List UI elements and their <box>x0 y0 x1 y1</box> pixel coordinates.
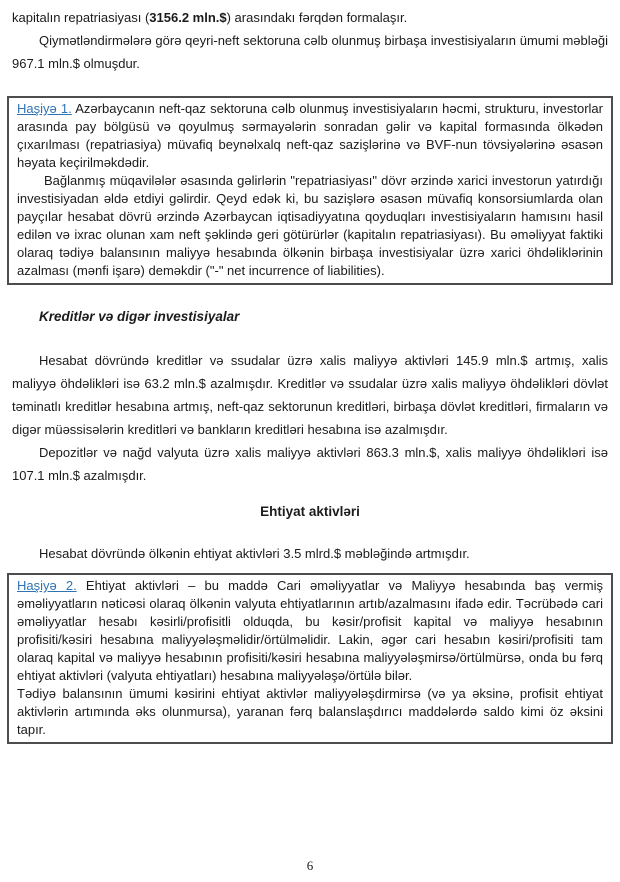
credits-paragraph-2: Depozitlər və nağd valyuta üzrə xalis maliyyə aktivləri 863.3 mln.$, xalis maliyyə öhdəlikləri isə 107.1 mln.$ azalmışdır. <box>12 445 608 483</box>
note2-paragraph-1 <box>17 577 603 685</box>
note-box-1 <box>7 96 613 285</box>
intro-paragraph-continuation <box>12 6 608 29</box>
bold-amount: 3156.2 mln.$ <box>149 10 227 25</box>
reserves-paragraph: Hesabat dövründə ölkənin ehtiyat aktivləri 3.5 mlrd.$ məbləğində artmışdır. <box>39 546 470 561</box>
hashiye-2-link[interactable]: Haşiyə 2. <box>17 578 77 593</box>
note-box-2 <box>7 573 613 744</box>
heading-reserve-assets: Ehtiyat aktivləri <box>260 504 360 519</box>
note1-paragraph-2: Bağlanmış müqavilələr əsasında gəlirlərin "repatriasiyası" dövr ərzində xarici investorun yatırdığı investisiyadan əldə etdiyi gəlirdir. Qeyd edək ki, bu sazişlərə əsasən müvafiq konsorsiumlarda olan payçılar hesabat dövrü ərzində Azərbaycan iqtisadiyyatına qoyduqları investisiyaların hamısını hasil edilən və ixrac olunan xam neft şəklində geri götürürlər (kapitalın repatriasiyası). Bu əməliyyat faktiki olaraq tədiyə balansının maliyyə hesabında ölkənin birbaşa investisiyalar üzrə xarici öhdəliklərinin azalması (mənfi işarə) deməkdir ("-" net incurrence of liabilities). <box>17 173 603 278</box>
credits-paragraph-1: Hesabat dövründə kreditlər və ssudalar üzrə xalis maliyyə aktivləri 145.9 mln.$ artmış, xalis maliyyə öhdəlikləri isə 63.2 mln.$ azalmışdır. Kreditlər və ssudalar üzrə xalis maliyyə öhdəlikləri dövlət təminatlı kreditlər hesabına artmış, neft-qaz sektorunun kreditləri, birbaşa dövlət kreditləri, firmaların və digər müəssisələrin kreditləri və bankların kreditləri hesabına isə azalmışdır. <box>12 353 608 437</box>
text-run: Azərbaycanın neft-qaz sektoruna cəlb olunmuş investisiyaların həcmi, strukturu, investorlar arasında pay bölgüsü və qoyulmuş sərmayələrin sonradan gəlir və kapital formasında ölkədən çıxarılması (repatriasiya) müvafiq beynəlxalq neft-qaz sazişlərinə və BVF-nun tövsiyələrinə əsasən həyata keçirilməkdədir. <box>17 101 603 170</box>
text-run: ) arasındakı fərqdən formalaşır. <box>226 10 408 25</box>
hashiye-1-link[interactable]: Haşiyə 1. <box>17 101 72 116</box>
page-number: 6 <box>306 858 314 873</box>
intro-paragraph-2: Qiymətləndirmələrə görə qeyri-neft sektoruna cəlb olunmuş birbaşa investisiyaların ümumi məbləği 967.1 mln.$ olmuşdur. <box>12 33 608 71</box>
text-run: Ehtiyat aktivləri – bu maddə Cari əməliyyatlar və Maliyyə hesabında baş vermiş əməliyyatların nəticəsi olaraq ölkənin valyuta ehtiyatlarının artıb/azalmasını ifadə edir. Təcrübədə cari əməliyyatlar hesabı kəsirli/profisitli olduqda, bu kəsir/profisit kapital və maliyyə hesabının profisiti/kəsiri hesabına maliyyələşməlidir/örtülməlidir. Lakin, əgər cari hesabın kəsiri/profisiti tam olaraq kapital və maliyyə hesabının profisiti/kəsiri hesabına maliyyələşmirsə/örtülmürsə, onda bu fərq ehtiyat aktivləri (valyuta ehtiyatları) hesabına maliyyələşə/örtülə bilər. <box>17 578 603 683</box>
heading-credits-and-other-investments: Kreditlər və digər investisiyalar <box>39 309 240 324</box>
note1-paragraph-1 <box>17 100 603 172</box>
note2-paragraph-2: Tədiyə balansının ümumi kəsirini ehtiyat aktivlər maliyyələşdirmirsə (və ya əksinə, profisit ehtiyat aktivlərin artımında əks olunmursa), yaranan fərq balanslaşdırıcı maddələrdə saldo kimi öz əksini tapır. <box>17 686 603 737</box>
text-run: kapitalın repatriasiyası ( <box>12 10 150 25</box>
